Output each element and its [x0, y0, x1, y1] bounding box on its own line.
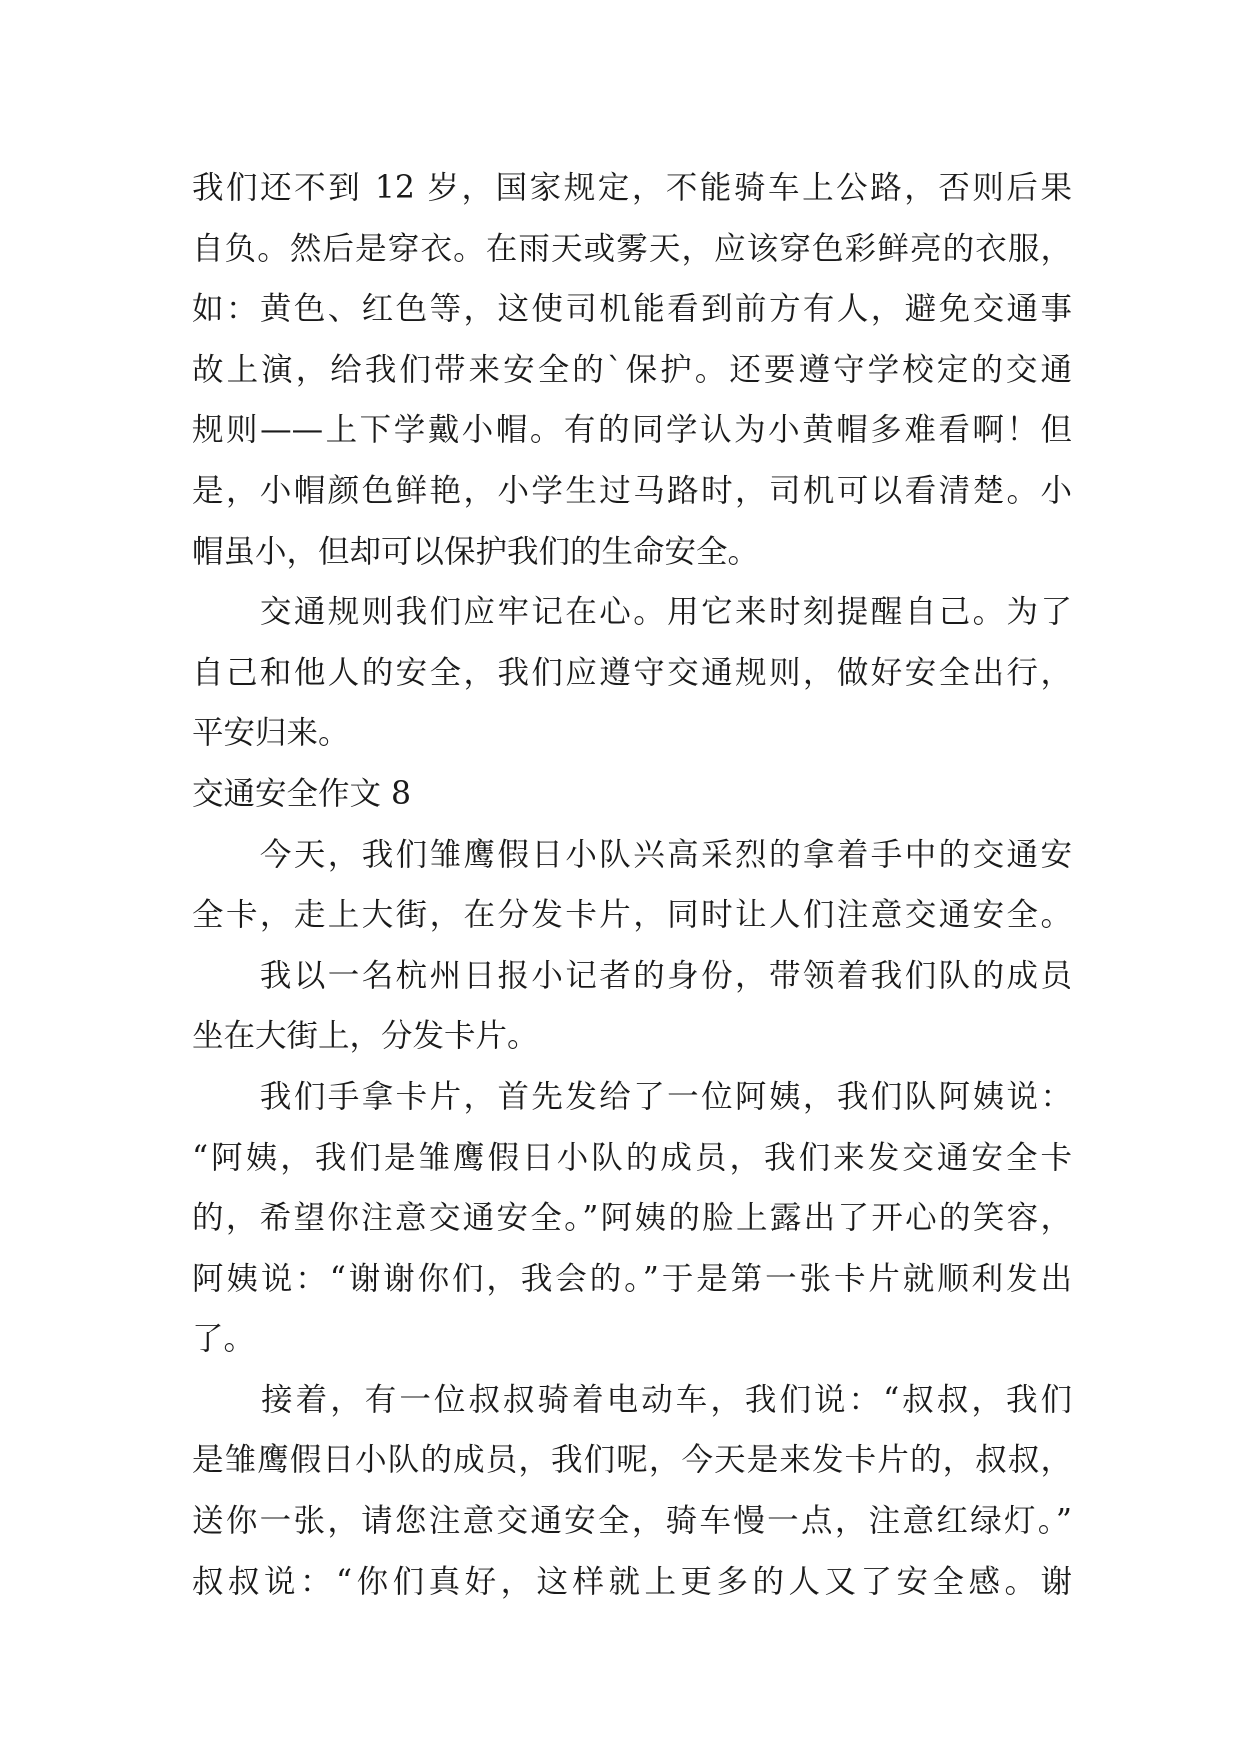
text-line: 全卡，走上大街，在分发卡片，同时让人们注意交通安全。 [192, 897, 1072, 934]
text-line: 规则——上下学戴小帽。有的同学认为小黄帽多难看啊！但 [192, 412, 1072, 449]
text-line: 阿姨说：“谢谢你们，我会的。”于是第一张卡片就顺利发出 [192, 1260, 1072, 1297]
text-line: 故上演，给我们带来安全的`保护。还要遵守学校定的交通 [192, 351, 1072, 388]
text-line: 坐在大街上，分发卡片。 [192, 1018, 539, 1055]
essay-text [192, 158, 1072, 1612]
text-line: 叔叔说：“你们真好，这样就上更多的人又了安全感。谢 [192, 1563, 1072, 1600]
text-line: 是，小帽颜色鲜艳，小学生过马路时，司机可以看清楚。小 [192, 472, 1072, 509]
paragraph-start: 今天，我们雏鹰假日小队兴高采烈的拿着手中的交通安 [192, 836, 1072, 873]
text-line: 帽虽小，但却可以保护我们的生命安全。 [192, 533, 760, 570]
text-line: 平安归来。 [192, 715, 350, 752]
text-line: 的，希望你注意交通安全。”阿姨的脸上露出了开心的笑容， [192, 1200, 1072, 1237]
paragraph-start: 我以一名杭州日报小记者的身份，带领着我们队的成员 [192, 957, 1072, 994]
paragraph-start: 交通规则我们应牢记在心。用它来时刻提醒自己。为了 [192, 594, 1072, 631]
text-line: 自己和他人的安全，我们应遵守交通规则，做好安全出行， [192, 654, 1072, 691]
paragraph-start: 接着，有一位叔叔骑着电动车，我们说：“叔叔，我们 [192, 1381, 1072, 1418]
text-line: 如：黄色、红色等，这使司机能看到前方有人，避免交通事 [192, 291, 1072, 328]
section-heading: 交通安全作文 8 [192, 775, 412, 812]
text-line: 是雏鹰假日小队的成员，我们呢，今天是来发卡片的，叔叔， [192, 1442, 1072, 1479]
text-line: 了。 [192, 1321, 256, 1358]
text-line: 送你一张，请您注意交通安全，骑车慢一点，注意红绿灯。” [192, 1503, 1072, 1540]
paragraph-start: 我们手拿卡片，首先发给了一位阿姨，我们队阿姨说： [192, 1078, 1072, 1115]
text-line: “阿姨，我们是雏鹰假日小队的成员，我们来发交通安全卡 [192, 1139, 1072, 1176]
text-line: 自负。然后是穿衣。在雨天或雾天，应该穿色彩鲜亮的衣服， [192, 230, 1072, 267]
text-line: 我们还不到 12 岁，国家规定，不能骑车上公路，否则后果 [192, 170, 1072, 206]
